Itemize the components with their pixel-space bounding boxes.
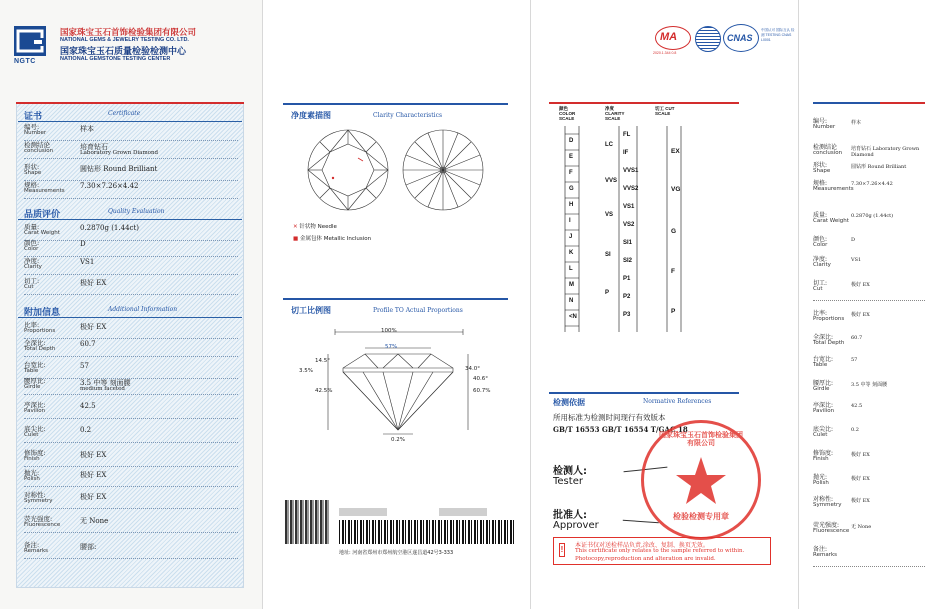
row-label-en: Carat Weight (24, 230, 60, 236)
table-pct: 57% (385, 344, 398, 350)
row-divider (24, 442, 238, 443)
section-additional: 附加信息 Additional Information (18, 304, 242, 318)
row-label-en: Polish (24, 476, 40, 482)
summary-value: 57 (851, 357, 858, 363)
summary-label-en: Carat Weight (813, 218, 849, 224)
qr-code-icon (285, 500, 329, 544)
clarity-grade: SI2 (623, 258, 633, 264)
clarity-group: LC (605, 142, 613, 148)
summary-label-en: Remarks (813, 552, 837, 558)
summary-value: 极好 EX (851, 498, 870, 504)
warning-en2: Photocopy,reproduction and alteration are invalid. (575, 556, 716, 562)
culet-pct: 0.2% (391, 437, 405, 443)
summary-label-en: Symmetry (813, 502, 842, 508)
cut-grade: EX (671, 148, 680, 155)
row-value-2: Laboratory Grown Diamond (80, 150, 159, 156)
summary-label-cn: 腰厚比: (813, 380, 834, 387)
row-divider (24, 394, 238, 395)
summary-value: 60.7 (851, 335, 863, 341)
color-grade: H (569, 202, 574, 208)
summary-label-cn: 颜色: (813, 236, 828, 243)
section-certificate: 证书 Certificate (18, 108, 242, 122)
summary-label-cn: 备注: (813, 546, 828, 553)
cnas-text: CNAS (727, 33, 753, 43)
official-stamp-icon (641, 420, 761, 540)
row-value: D (80, 240, 86, 248)
row-value-2: medium faceted (80, 386, 125, 392)
summary-label-cn: 规格: (813, 180, 828, 187)
clarity-title: 净度素描图 (291, 111, 331, 120)
summary-label-cn: 切工: (813, 280, 828, 287)
clarity-grade: VS1 (623, 204, 635, 210)
clarity-grade: VVS1 (623, 168, 639, 174)
row-label-cn: 形状: (24, 163, 40, 171)
row-value: VS1 (80, 258, 95, 266)
summary-value: 极好 EX (851, 312, 870, 318)
color-grade: <N (569, 314, 577, 320)
summary-label-en: Color (813, 242, 828, 248)
proportion-title: 切工比例图 (291, 306, 331, 315)
company-name-cn: 国家珠宝玉石首饰检验集团有限公司 (60, 28, 197, 38)
approver-label-en: Approver (553, 520, 599, 531)
summary-label-en: Shape (813, 168, 831, 174)
summary-value: 42.5 (851, 403, 863, 409)
color-grade: D (569, 138, 574, 144)
summary-value: 0.2 (851, 427, 859, 433)
summary-label-en: Cut (813, 286, 823, 292)
center-name-cn: 国家珠宝玉石质量检验检测中心 (60, 47, 187, 57)
clarity-grade: FL (623, 132, 631, 138)
summary-value: 样本 (851, 120, 862, 126)
company-name-en: NATIONAL GEMS & JEWELRY TESTING CO. LTD. (60, 37, 189, 43)
row-value: 样本 (80, 125, 94, 133)
normative-title-en: Normative References (643, 398, 712, 405)
summary-label-cn: 修饰度: (813, 450, 834, 457)
summary-label-en: Girdle (813, 386, 830, 392)
summary-label-en: Proportions (813, 316, 845, 322)
row-label-en: Symmetry (24, 498, 53, 504)
row-label-en: Girdle (24, 384, 41, 390)
clarity-grade: P1 (623, 276, 631, 282)
summary-label-cn: 质量: (813, 212, 828, 219)
summary-divider (813, 566, 925, 567)
summary-label-en: Number (813, 124, 836, 130)
clarity-grade: SI1 (623, 240, 633, 246)
row-label-en: Measurements (24, 188, 65, 194)
row-label-en: conclusion (24, 148, 54, 154)
clarity-scale-head: 净度 CLARITY SCALE (605, 106, 625, 121)
clarity-grade: VS2 (623, 222, 635, 228)
row-value: 培育钻石 (80, 143, 108, 151)
cnas-sub: 中国认可 国际互认 检测 TESTING CNAS L0001 (761, 28, 795, 42)
clarity-grade: P2 (623, 294, 631, 300)
row-label-cn: 编号: (24, 123, 40, 131)
row-label-en: Clarity (24, 264, 42, 270)
summary-top-bar (813, 102, 925, 104)
crown-angle-left: 14.5° (315, 358, 330, 364)
row-value: 7.30×7.26×4.42 (80, 182, 139, 190)
summary-panel (798, 0, 931, 609)
summary-value: 7.30×7.26×4.42 (851, 181, 893, 187)
summary-label-en: Measurements (813, 186, 854, 192)
row-divider (24, 508, 238, 509)
scales-panel (530, 0, 798, 609)
summary-label-cn: 对称性: (813, 496, 834, 503)
color-grade: N (569, 298, 574, 304)
row-divider (24, 418, 238, 419)
approver-label: 批准人: (553, 510, 587, 521)
row-label-cn: 检测结论 (24, 141, 50, 149)
color-grade: I (569, 218, 571, 224)
row-label-cn: 规格: (24, 181, 40, 189)
row-label-cn: 全深比: (24, 339, 46, 347)
row-label-en: Cut (24, 284, 34, 290)
summary-value: 圆钻形 Round Brilliant (851, 164, 907, 170)
tester-label: 检测人: (553, 466, 587, 477)
row-label-cn: 抛光: (24, 469, 40, 477)
summary-label-cn: 台宽比: (813, 356, 834, 363)
summary-label-en: Clarity (813, 262, 831, 268)
row-label-en: Table (24, 368, 39, 374)
row-label-cn: 净度: (24, 257, 40, 265)
normative-blue-bar (549, 392, 739, 394)
cut-grade: P (671, 308, 676, 315)
row-divider (24, 294, 238, 295)
row-label-cn: 质量: (24, 223, 40, 231)
row-divider (24, 256, 238, 257)
row-value: 极好 EX (80, 451, 107, 459)
center-name-en: NATIONAL GEMSTONE TESTING CENTER (60, 56, 171, 62)
summary-label-cn: 全深比: (813, 334, 834, 341)
row-label-en: Finish (24, 456, 40, 462)
row-divider (24, 378, 238, 379)
row-label-cn: 颜色: (24, 239, 40, 247)
row-label-en: Remarks (24, 548, 48, 554)
barcode-icon (339, 520, 515, 544)
color-grade: M (569, 282, 574, 288)
summary-value: 极好 EX (851, 452, 870, 458)
proportion-diagram (303, 322, 503, 452)
row-label-en: Shape (24, 170, 42, 176)
row-divider (24, 180, 238, 181)
row-label-en: Proportions (24, 328, 56, 334)
summary-label-cn: 亭深比: (813, 402, 834, 409)
clarity-top-bar (283, 103, 508, 105)
clarity-group: P (605, 290, 610, 296)
clarity-group: SI (605, 252, 611, 258)
row-label-cn: 亭深比: (24, 401, 46, 409)
row-label-cn: 对称性: (24, 491, 46, 499)
row-divider (24, 274, 238, 275)
blurred-field (339, 508, 387, 516)
ngtc-logo-icon (14, 26, 46, 56)
row-divider (24, 198, 238, 199)
normative-line2: GB/T 16553 GB/T 16554 T/GAC 18 (553, 425, 688, 434)
summary-value: 极好 EX (851, 282, 870, 288)
clarity-group: VVS (605, 178, 618, 184)
summary-value: 培育钻石 Laboratory Grown Diamond (851, 146, 920, 158)
row-divider (24, 158, 238, 159)
girdle-pct-left: 3.5% (299, 368, 313, 374)
summary-label-en: Total Depth (813, 340, 845, 346)
warning-cn: 本证书仅对送检样品负责,涂改、复制、换页无效。 (575, 542, 709, 549)
row-divider (24, 338, 238, 339)
color-grade: L (569, 266, 573, 272)
row-label-cn: 腰厚比: (24, 377, 46, 385)
tester-label-en: Tester (553, 476, 583, 487)
normative-title: 检测依据 (553, 398, 585, 407)
cut-scale-head: 切工 CUT SCALE (655, 106, 675, 116)
row-value: 42.5 (80, 402, 96, 410)
diagram-panel (262, 0, 530, 609)
row-label-cn: 修饰度: (24, 449, 46, 457)
summary-label-en: Table (813, 362, 828, 368)
top-red-bar (16, 102, 244, 104)
row-label-cn: 台宽比: (24, 361, 46, 369)
row-value: 腰部: (80, 543, 97, 551)
row-divider (24, 466, 238, 467)
summary-divider (813, 300, 925, 301)
summary-value: 极好 EX (851, 476, 870, 482)
row-label-en: Culet (24, 432, 39, 438)
clarity-grade: IF (623, 150, 629, 156)
row-value: 无 None (80, 517, 109, 525)
summary-label-en: Pavilion (813, 408, 835, 414)
cma-number: 2020.1.344 0.8 (653, 51, 677, 55)
row-label-cn: 底尖比: (24, 425, 46, 433)
row-label-cn: 切工: (24, 277, 40, 285)
proportion-top-bar (283, 298, 508, 300)
summary-label-en: conclusion (813, 150, 843, 156)
row-label-en: Fluorescence (24, 522, 61, 528)
color-grade: G (569, 186, 574, 192)
row-value: 60.7 (80, 340, 96, 348)
clarity-title-en: Clarity Characteristics (373, 112, 443, 119)
summary-label-cn: 荧光强度: (813, 522, 840, 529)
legend-needle: ✕ 针状物 Needle (293, 224, 337, 230)
row-value: 0.2870g (1.44ct) (80, 224, 139, 232)
clarity-grade: VVS2 (623, 186, 639, 192)
cut-grade: F (671, 268, 675, 275)
row-divider (24, 486, 238, 487)
summary-value: 0.2870g (1.44ct) (851, 213, 894, 219)
total-depth-right: 40.6° (473, 376, 488, 382)
warning-icon: ! (559, 543, 565, 557)
row-value: 圆钻形 Round Brilliant (80, 165, 158, 173)
proportion-title-en: Profile TO Actual Proportions (373, 307, 463, 314)
cut-grade: G (671, 228, 677, 235)
summary-label-cn: 抛光: (813, 474, 828, 481)
row-divider (24, 558, 238, 559)
summary-value: D (851, 237, 856, 243)
legend-metallic: ■ 金属包体 Metallic Inclusion (293, 236, 372, 242)
summary-value: VS1 (851, 257, 862, 263)
row-value: 极好 EX (80, 493, 107, 501)
summary-label-en: Finish (813, 456, 829, 462)
row-divider (24, 240, 238, 241)
summary-label-en: Polish (813, 480, 829, 486)
row-divider (24, 140, 238, 141)
summary-label-en: Culet (813, 432, 828, 438)
color-grade: J (569, 234, 573, 240)
section-quality: 品质评价 Quality Evaluation (18, 206, 242, 220)
pavilion-depth-right: 60.7% (473, 388, 491, 394)
color-grade: F (569, 170, 573, 176)
summary-label-cn: 底尖比: (813, 426, 834, 433)
color-grade: E (569, 154, 574, 160)
pavilion-pct-left: 42.5% (315, 388, 333, 394)
clarity-plot-diagram (303, 128, 493, 218)
summary-label-cn: 检测结论 (813, 144, 838, 151)
summary-label-cn: 比率: (813, 310, 828, 317)
crown-angle-right: 34.0° (465, 366, 480, 372)
row-value: 极好 EX (80, 323, 107, 331)
color-scale-head: 颜色 COLOR SCALE (559, 106, 576, 121)
stamp-text: 国家珠宝玉石首饰检验集团有限公司 (659, 431, 743, 447)
clarity-group: VS (605, 212, 614, 218)
row-label-cn: 备注: (24, 541, 40, 549)
cut-grade: VG (671, 186, 681, 193)
width-pct: 100% (381, 328, 397, 334)
normative-line1: 所用标准为检测时间现行有效版本 (553, 413, 666, 422)
row-label-cn: 比率: (24, 321, 40, 329)
stamp-bottom-text: 检验检测专用章 (673, 512, 729, 521)
summary-value: 3.5 中等 刻面腰 (851, 382, 888, 388)
address: 地址: 河南省郑州市郑州航空港区遂昌道42号3-333 (339, 550, 454, 556)
summary-label-cn: 净度: (813, 256, 828, 263)
row-value: 0.2 (80, 426, 92, 434)
row-value: 极好 EX (80, 471, 107, 479)
logo-text: NGTC (14, 58, 36, 65)
certificate-panel (0, 0, 262, 609)
row-divider (24, 356, 238, 357)
blurred-field-2 (439, 508, 487, 516)
warning-en1: This certificate only relates to the sample referred to within. (575, 548, 745, 554)
summary-label-en: Fluorescence (813, 528, 850, 534)
summary-label-cn: 形状: (813, 162, 828, 169)
row-label-en: Color (24, 246, 39, 252)
row-divider (24, 532, 238, 533)
clarity-grade: P3 (623, 312, 631, 318)
row-label-en: Pavilion (24, 408, 46, 414)
row-value: 57 (80, 362, 89, 370)
row-label-cn: 荧光强度: (24, 515, 53, 523)
summary-value: 无 None (851, 524, 872, 530)
row-label-en: Total Depth (24, 346, 56, 352)
color-grade: K (569, 250, 574, 256)
row-value: 3.5 中等 刻面腰 (80, 379, 131, 387)
row-label-en: Number (24, 130, 47, 136)
summary-label-cn: 编号: (813, 118, 828, 125)
cma-text: MA (660, 31, 678, 43)
row-value: 极好 EX (80, 279, 107, 287)
